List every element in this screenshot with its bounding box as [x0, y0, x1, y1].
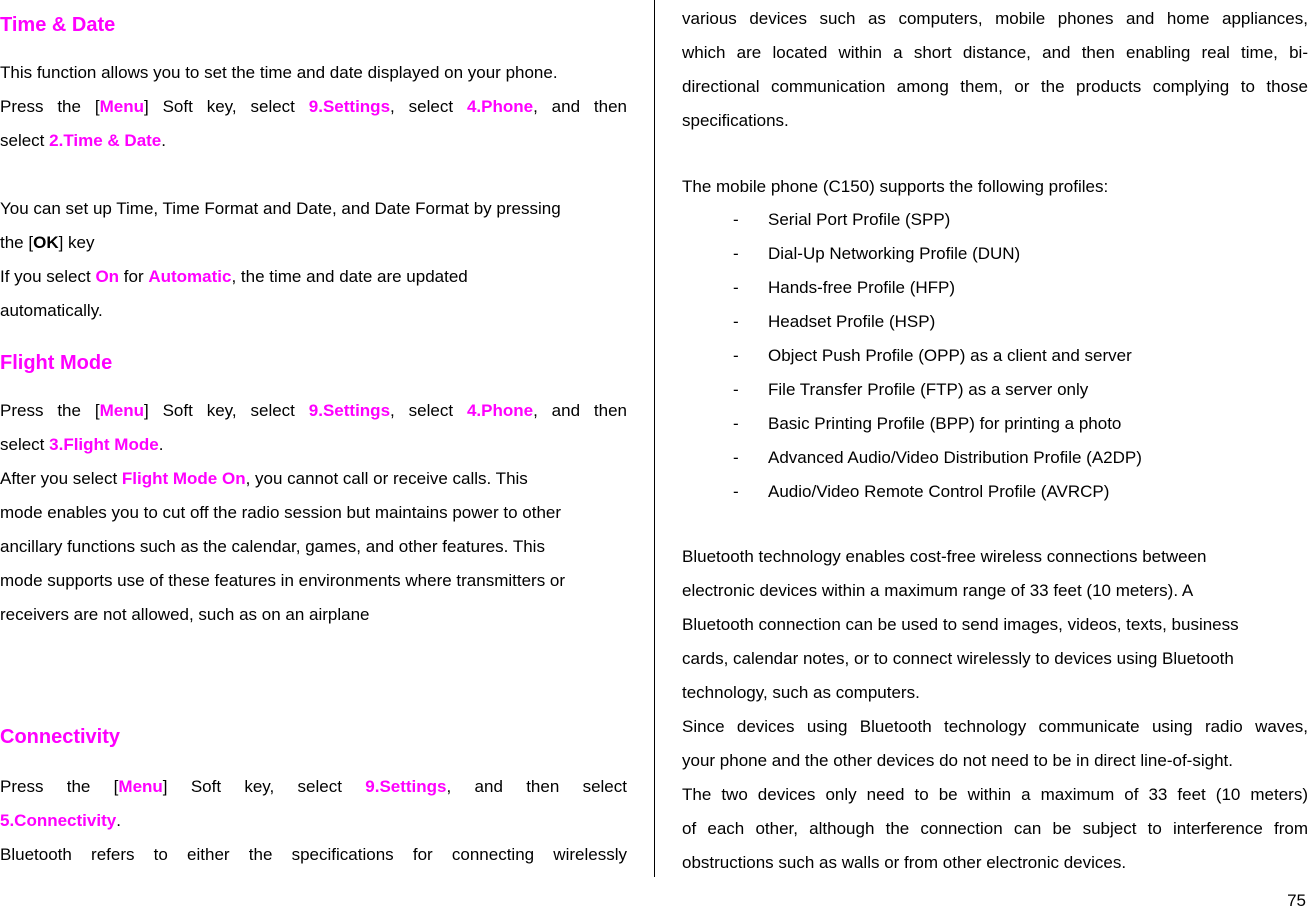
page-number: 75: [1287, 891, 1306, 910]
time-date-auto-line2: automatically.: [0, 301, 103, 320]
flight-mode-desc-line3: ancillary functions such as the calendar, games, and other features. This: [0, 537, 545, 556]
bluetooth-paragraph-line1: Bluetooth technology enables cost-free wireless connections between: [682, 547, 1207, 566]
time-date-setup-line2: the [OK] key: [0, 233, 95, 252]
time-date-instruction-line2: select 2.Time & Date.: [0, 131, 166, 150]
section-heading-flight-mode: Flight Mode: [0, 352, 113, 374]
ok-key-label: OK: [33, 233, 59, 252]
flight-mode-instruction-line1: Press the [Menu] Soft key, select 9.Settings, select 4.Phone, and then: [0, 401, 627, 420]
radio-waves-line1: Since devices using Bluetooth technology communicate using radio waves,: [682, 717, 1308, 736]
time-date-intro: This function allows you to set the time and date displayed on your phone.: [0, 63, 558, 82]
settings-menu-item: 9.Settings: [308, 97, 391, 116]
section-heading-time-date: Time & Date: [0, 14, 116, 36]
time-date-auto-line1: If you select On for Automatic, the time and date are updated: [0, 267, 468, 286]
flight-mode-on-option: Flight Mode On: [121, 469, 246, 488]
on-option: On: [95, 267, 120, 286]
connectivity-instruction-line2: 5.Connectivity.: [0, 811, 121, 830]
flight-mode-desc-line1: After you select Flight Mode On, you cannot call or receive calls. This: [0, 469, 528, 488]
time-date-menu-item: 2.Time & Date: [49, 131, 162, 150]
bluetooth-paragraph-line4: cards, calendar notes, or to connect wirelessly to devices using Bluetooth: [682, 649, 1234, 668]
settings-menu-item: 9.Settings: [308, 401, 391, 420]
connectivity-menu-item: 5.Connectivity: [0, 811, 117, 830]
bluetooth-paragraph-line5: technology, such as computers.: [682, 683, 920, 702]
bluetooth-definition-line3: which are located within a short distance, and then enabling real time, bi-: [682, 43, 1308, 62]
menu-softkey-label: Menu: [99, 97, 144, 116]
column-divider: [654, 0, 655, 877]
phone-menu-item: 4.Phone: [466, 97, 534, 116]
range-line1: The two devices only need to be within a maximum of 33 feet (10 meters): [682, 785, 1308, 804]
bluetooth-paragraph-line3: Bluetooth connection can be used to send images, videos, texts, business: [682, 615, 1239, 634]
bluetooth-definition-line2: various devices such as computers, mobile phones and home appliances,: [682, 9, 1308, 28]
flight-mode-desc-line4: mode supports use of these features in environments where transmitters or: [0, 571, 566, 590]
bluetooth-definition-line1: Bluetooth refers to either the specifications for connecting wirelessly: [0, 845, 627, 864]
phone-menu-item: 4.Phone: [466, 401, 534, 420]
bluetooth-definition-line4: directional communication among them, or the products complying to those: [682, 77, 1308, 96]
menu-softkey-label: Menu: [99, 401, 144, 420]
settings-menu-item: 9.Settings: [365, 777, 447, 796]
menu-softkey-label: Menu: [118, 777, 163, 796]
connectivity-instruction-line1: Press the [Menu] Soft key, select 9.Settings, and then select: [0, 777, 627, 796]
flight-mode-desc-line5: receivers are not allowed, such as on an airplane: [0, 605, 370, 624]
section-heading-connectivity: Connectivity: [0, 726, 121, 748]
profiles-intro: The mobile phone (C150) supports the following profiles:: [682, 177, 1109, 196]
time-date-instruction-line1: Press the [Menu] Soft key, select 9.Settings, select 4.Phone, and then: [0, 97, 627, 116]
automatic-option: Automatic: [148, 267, 232, 286]
flight-mode-desc-line2: mode enables you to cut off the radio session but maintains power to other: [0, 503, 562, 522]
bluetooth-paragraph-line2: electronic devices within a maximum range of 33 feet (10 meters). A: [682, 581, 1194, 600]
range-line3: obstructions such as walls or from other electronic devices.: [682, 853, 1127, 872]
flight-mode-instruction-line2: select 3.Flight Mode.: [0, 435, 164, 454]
flight-mode-menu-item: 3.Flight Mode: [49, 435, 159, 454]
time-date-setup-line1: You can set up Time, Time Format and Date, and Date Format by pressing: [0, 199, 561, 218]
radio-waves-line2: your phone and the other devices do not need to be in direct line-of-sight.: [682, 751, 1233, 770]
range-line2: of each other, although the connection can be subject to interference from: [682, 819, 1308, 838]
bluetooth-definition-line5: specifications.: [682, 111, 789, 130]
